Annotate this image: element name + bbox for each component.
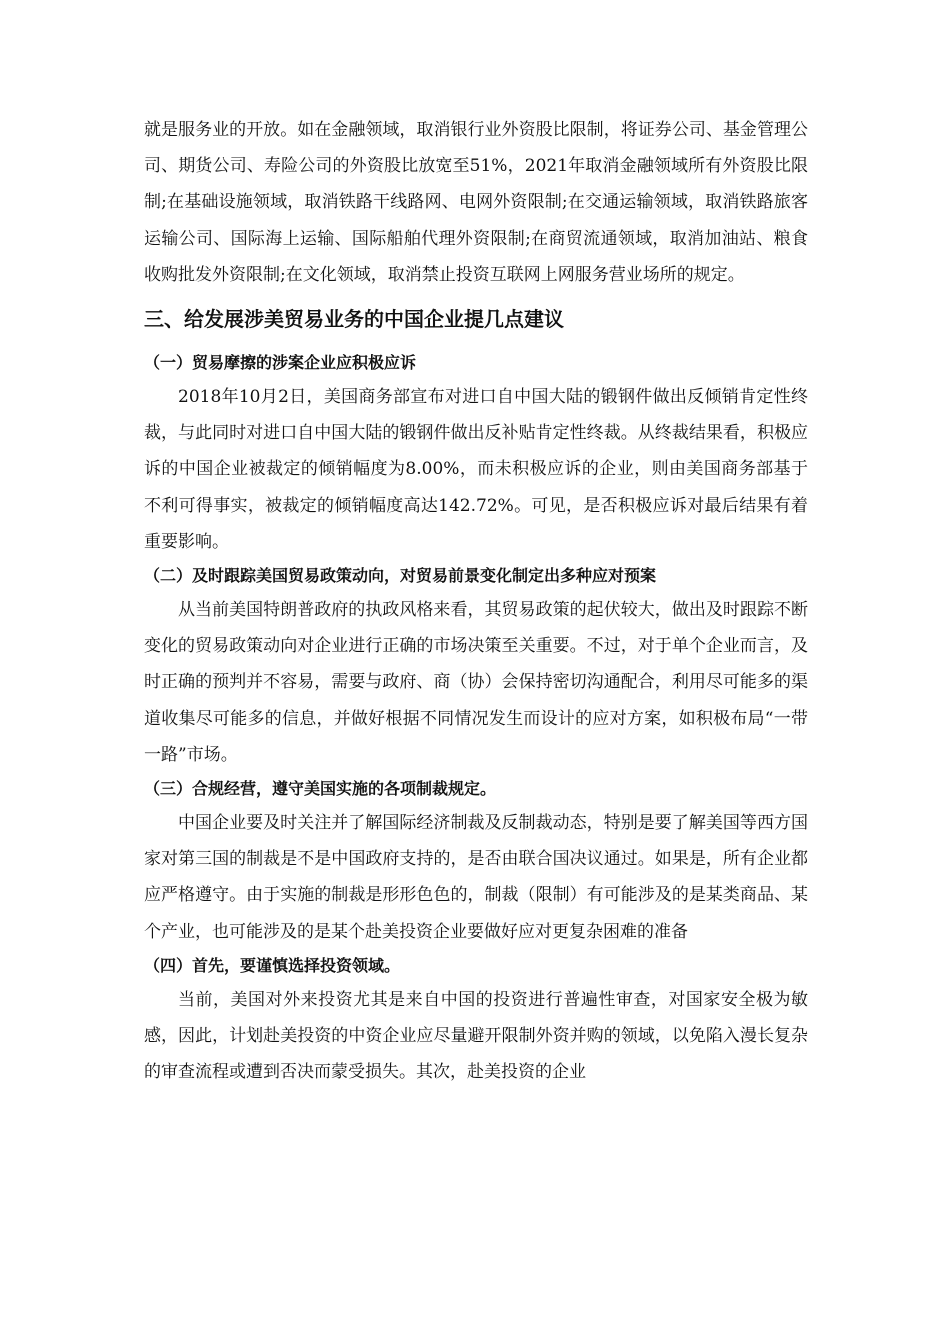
subsection-heading-4: （四）首先，要谨慎选择投资领域。 <box>144 955 401 975</box>
subsection-body-4: 当前，美国对外来投资尤其是来自中国的投资进行普遍性审查，对国家安全极为敏感，因此，计划赴美投资的中资企业应尽量避开限制外资并购的领域，以免陷入漫长复杂的审查流程或遭到否决而蒙受损失。其次，赴美投资的企业 <box>144 989 808 1083</box>
subsection-heading-1: （一）贸易摩擦的涉案企业应积极应诉 <box>144 353 417 373</box>
section-heading: 三、给发展涉美贸易业务的中国企业提几点建议 <box>144 307 564 332</box>
document-page <box>144 112 808 1090</box>
subsection-body-2: 从当前美国特朗普政府的执政风格来看，其贸易政策的起伏较大，做出及时跟踪不断变化的贸易政策动向对企业进行正确的市场决策至关重要。不过，对于单个企业而言，及时正确的预判并不容易，需要与政府、商（协）会保持密切沟通配合，利用尽可能多的渠道收集尽可能多的信息，并做好根据不同情况发生而设计的应对方案，如积极布局“一带一路”市场。 <box>144 600 808 765</box>
subsection-heading-3: （三）合规经营，遵守美国实施的各项制裁规定。 <box>144 779 497 799</box>
subsection-heading-2: （二）及时跟踪美国贸易政策动向，对贸易前景变化制定出多种应对预案 <box>144 566 657 586</box>
subsection-body-3: 中国企业要及时关注并了解国际经济制裁及反制裁动态，特别是要了解美国等西方国家对第三国的制裁是不是中国政府支持的，是否由联合国决议通过。如果是，所有企业都应严格遵守。由于实施的制裁是形形色色的，制裁（限制）有可能涉及的是某类商品、某个产业，也可能涉及的是某个赴美投资企业要做好应对更复杂困难的准备 <box>144 813 808 942</box>
subsection-body-1: 2018年10月2日，美国商务部宣布对进口自中国大陆的锻钢件做出反倾销肯定性终裁，与此同时对进口自中国大陆的锻钢件做出反补贴肯定性终裁。从终裁结果看，积极应诉的中国企业被裁定的倾销幅度为8.00%，而未积极应诉的企业，则由美国商务部基于不利可得事实，被裁定的倾销幅度高达142.72%。可见，是否积极应诉对最后结果有着重要影响。 <box>144 387 808 552</box>
intro-paragraph: 就是服务业的开放。如在金融领域，取消银行业外资股比限制，将证券公司、基金管理公司、期货公司、寿险公司的外资股比放宽至51%，2021年取消金融领域所有外资股比限制;在基础设施领域，取消铁路干线路网、电网外资限制;在交通运输领域，取消铁路旅客运输公司、国际海上运输、国际船舶代理外资限制;在商贸流通领域，取消加油站、粮食收购批发外资限制;在文化领域，取消禁止投资互联网上网服务营业场所的规定。 <box>144 120 808 285</box>
